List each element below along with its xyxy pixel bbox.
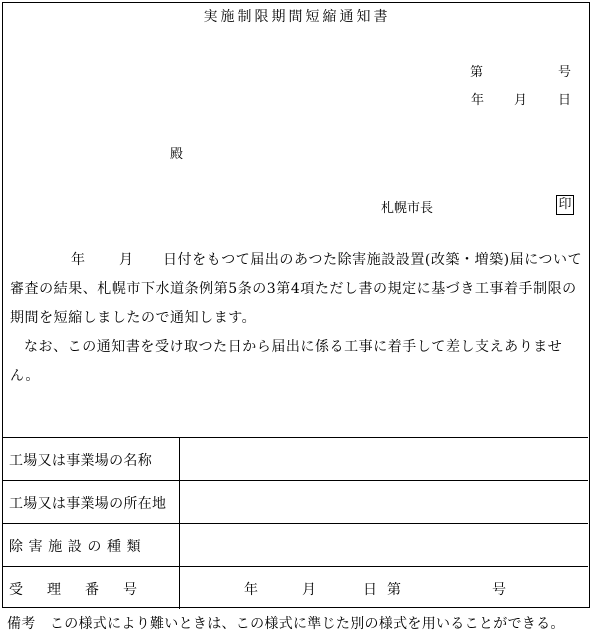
body-month: 月 — [119, 252, 134, 268]
body-line-4: なお、この通知書を受け取つた日から届出に係る工事に着手して差し支えありませ — [24, 339, 563, 355]
body-year: 年 — [71, 252, 86, 268]
factory-address-label: 工場又は事業場の所在地 — [9, 496, 167, 512]
receipt-go: 号 — [492, 582, 506, 598]
facility-type-field[interactable] — [179, 524, 589, 566]
month-label: 月 — [514, 93, 528, 108]
receipt-month: 月 — [302, 582, 316, 598]
table-row — [3, 566, 588, 609]
year-label: 年 — [471, 93, 485, 108]
info-table — [3, 437, 588, 609]
body-line-3: 期間を短縮しましたので通知します。 — [10, 310, 257, 326]
body-line-1: 日付をもつて届出のあつた除害施設設置(改築・増築)届について — [163, 252, 583, 268]
form-frame — [2, 2, 590, 608]
receipt-number-text: 受理番号 — [9, 582, 161, 598]
factory-name-label: 工場又は事業場の名称 — [9, 453, 152, 469]
day-label: 日 — [558, 93, 572, 108]
form-title: 実施制限期間短縮通知書 — [203, 9, 391, 25]
receipt-year: 年 — [244, 582, 258, 598]
addressee-suffix: 殿 — [170, 147, 184, 162]
seal-mark: 印 — [556, 195, 574, 215]
table-row — [3, 437, 588, 480]
go-label: 号 — [558, 65, 572, 80]
body-line-2: 審査の結果、札幌市下水道条例第5条の3第4項ただし書の規定に基づき工事着手制限の — [10, 281, 577, 297]
receipt-day-dai: 日第 — [363, 582, 411, 598]
table-row — [3, 480, 588, 523]
table-row — [3, 523, 588, 566]
factory-address-field[interactable] — [179, 481, 589, 523]
factory-name-field[interactable] — [179, 438, 589, 480]
dai-label: 第 — [470, 65, 484, 80]
footnote: 備考 この様式により難いときは、この様式に準じた別の様式を用いることができる。 — [7, 616, 565, 632]
body-line-5: ん。 — [10, 368, 40, 384]
receipt-number-label — [9, 579, 161, 599]
facility-type-label: 除害施設の種類 — [9, 539, 147, 555]
receipt-number-field[interactable] — [179, 567, 589, 609]
issuer-name: 札幌市長 — [381, 201, 434, 216]
